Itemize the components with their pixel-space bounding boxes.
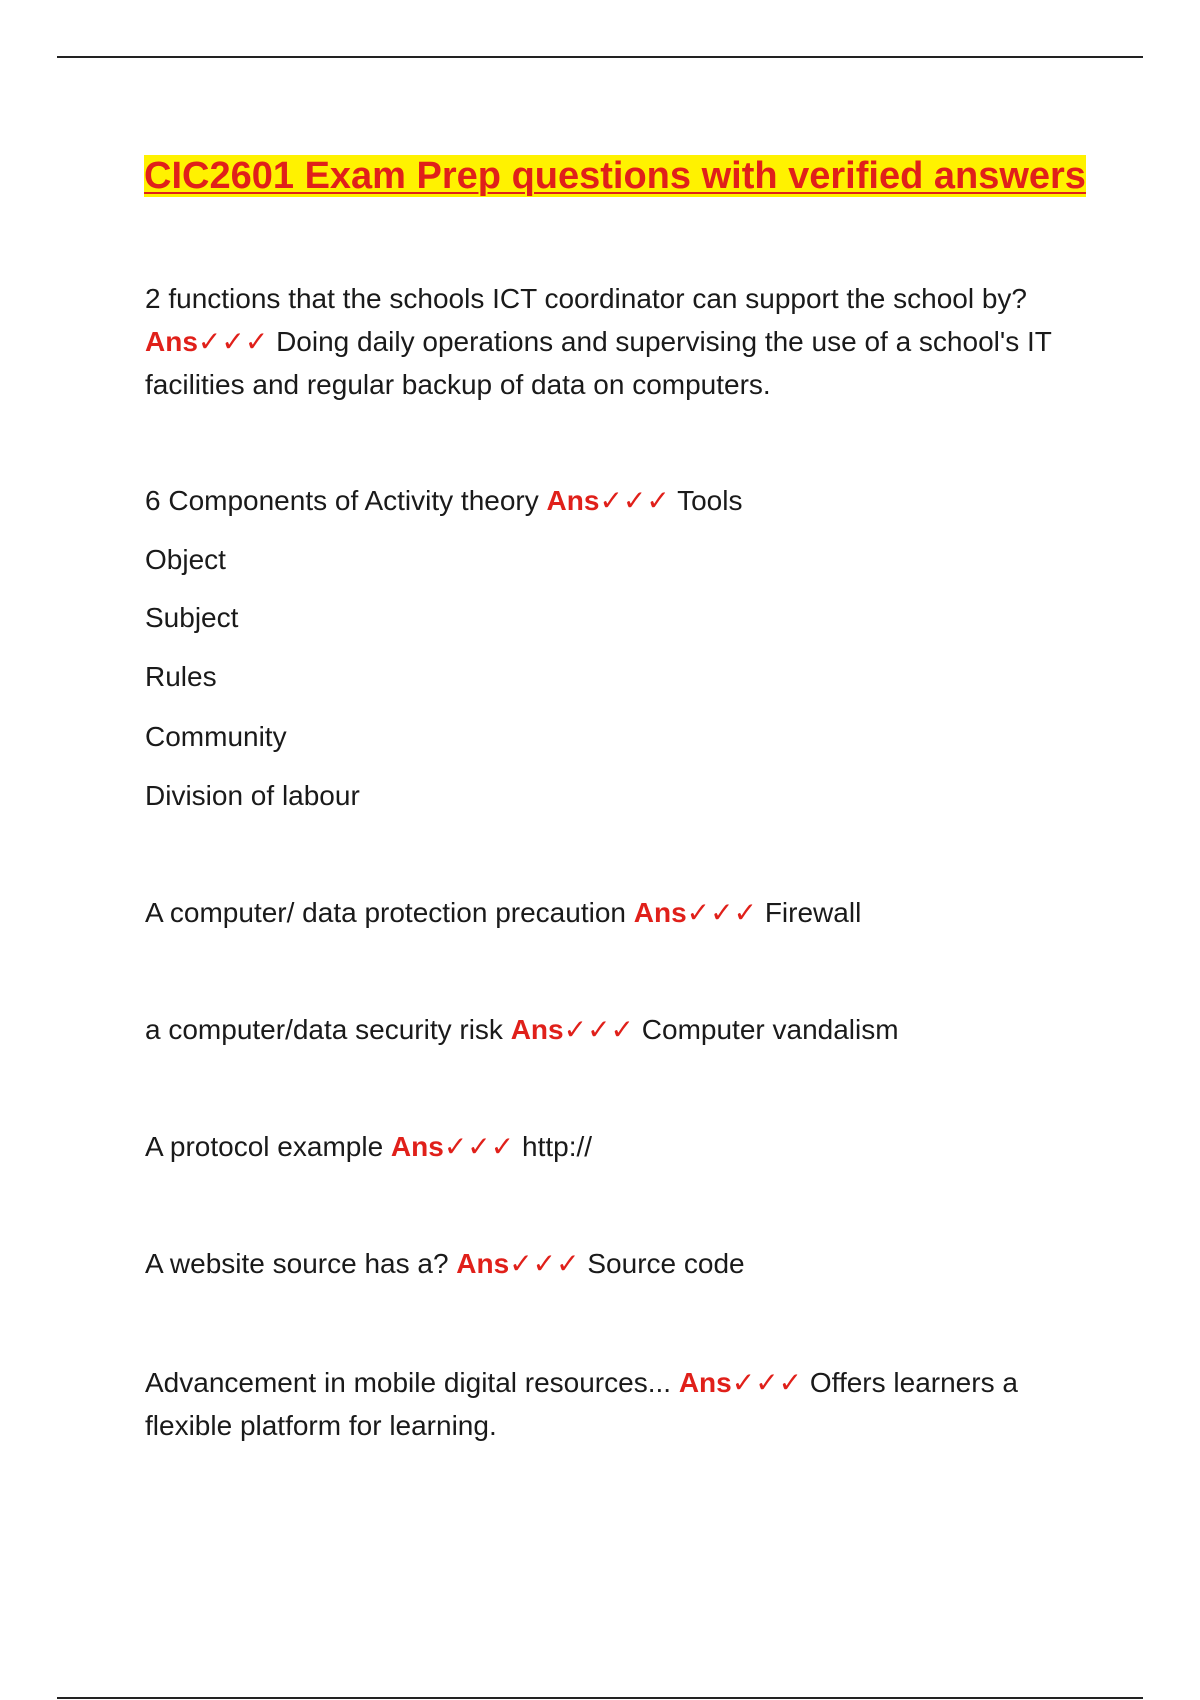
qa-item [145,1242,1100,1285]
ans-label: Ans [456,1248,510,1279]
ans-label: Ans [510,1014,564,1045]
checkmark-icon: ✓✓✓ [599,485,670,516]
question-text: 2 functions that the schools ICT coordinator can support the school by? [145,283,1027,314]
checkmark-icon: ✓✓✓ [686,897,758,928]
header-rule [57,56,1143,58]
question-text: A website source has a? [145,1248,449,1279]
document-title-text: CIC2601 Exam Prep questions with verified answers [144,155,1086,197]
document-title [140,148,1090,205]
question-text: A computer/ data protection precaution [145,897,626,928]
footer-rule [57,1697,1143,1699]
qa-item [145,277,1100,406]
list-item: Rules [145,661,217,692]
list-item: Division of labour [145,780,360,811]
qa-item [145,1361,1100,1447]
question-text: a computer/data security risk [145,1014,503,1045]
ans-label: Ans [633,897,687,928]
checkmark-icon: ✓✓✓ [443,1131,515,1162]
answer-text: http:// [522,1131,593,1162]
qa-item [145,891,1100,934]
checkmark-icon: ✓✓✓ [197,326,269,357]
list-item: Subject [145,602,239,633]
list-item: Community [145,721,287,752]
checkmark-icon: ✓✓✓ [509,1248,580,1279]
checkmark-icon: ✓✓✓ [731,1367,803,1398]
question-text: Advancement in mobile digital resources... [145,1367,672,1398]
ans-label: Ans [546,485,600,516]
answer-text: Tools [677,485,743,516]
answer-text: Offers learners a flexible platform for learning. [145,1367,1018,1441]
answer-text: Doing daily operations and supervising the use of a school's IT facilities and regular backup of data on computers. [145,326,1052,400]
question-text: A protocol example [145,1131,384,1162]
checkmark-icon: ✓✓✓ [563,1014,634,1045]
list-item: Object [145,544,226,575]
ans-label: Ans [145,326,198,357]
qa-item [145,1008,1100,1051]
qa-item [145,479,1100,522]
answer-text: Source code [587,1248,745,1279]
question-text: 6 Components of Activity theory [145,485,539,516]
qa-item [145,1125,1100,1168]
ans-label: Ans [678,1367,732,1398]
answer-text: Firewall [764,897,862,928]
answer-text: Computer vandalism [641,1014,899,1045]
ans-label: Ans [390,1131,444,1162]
